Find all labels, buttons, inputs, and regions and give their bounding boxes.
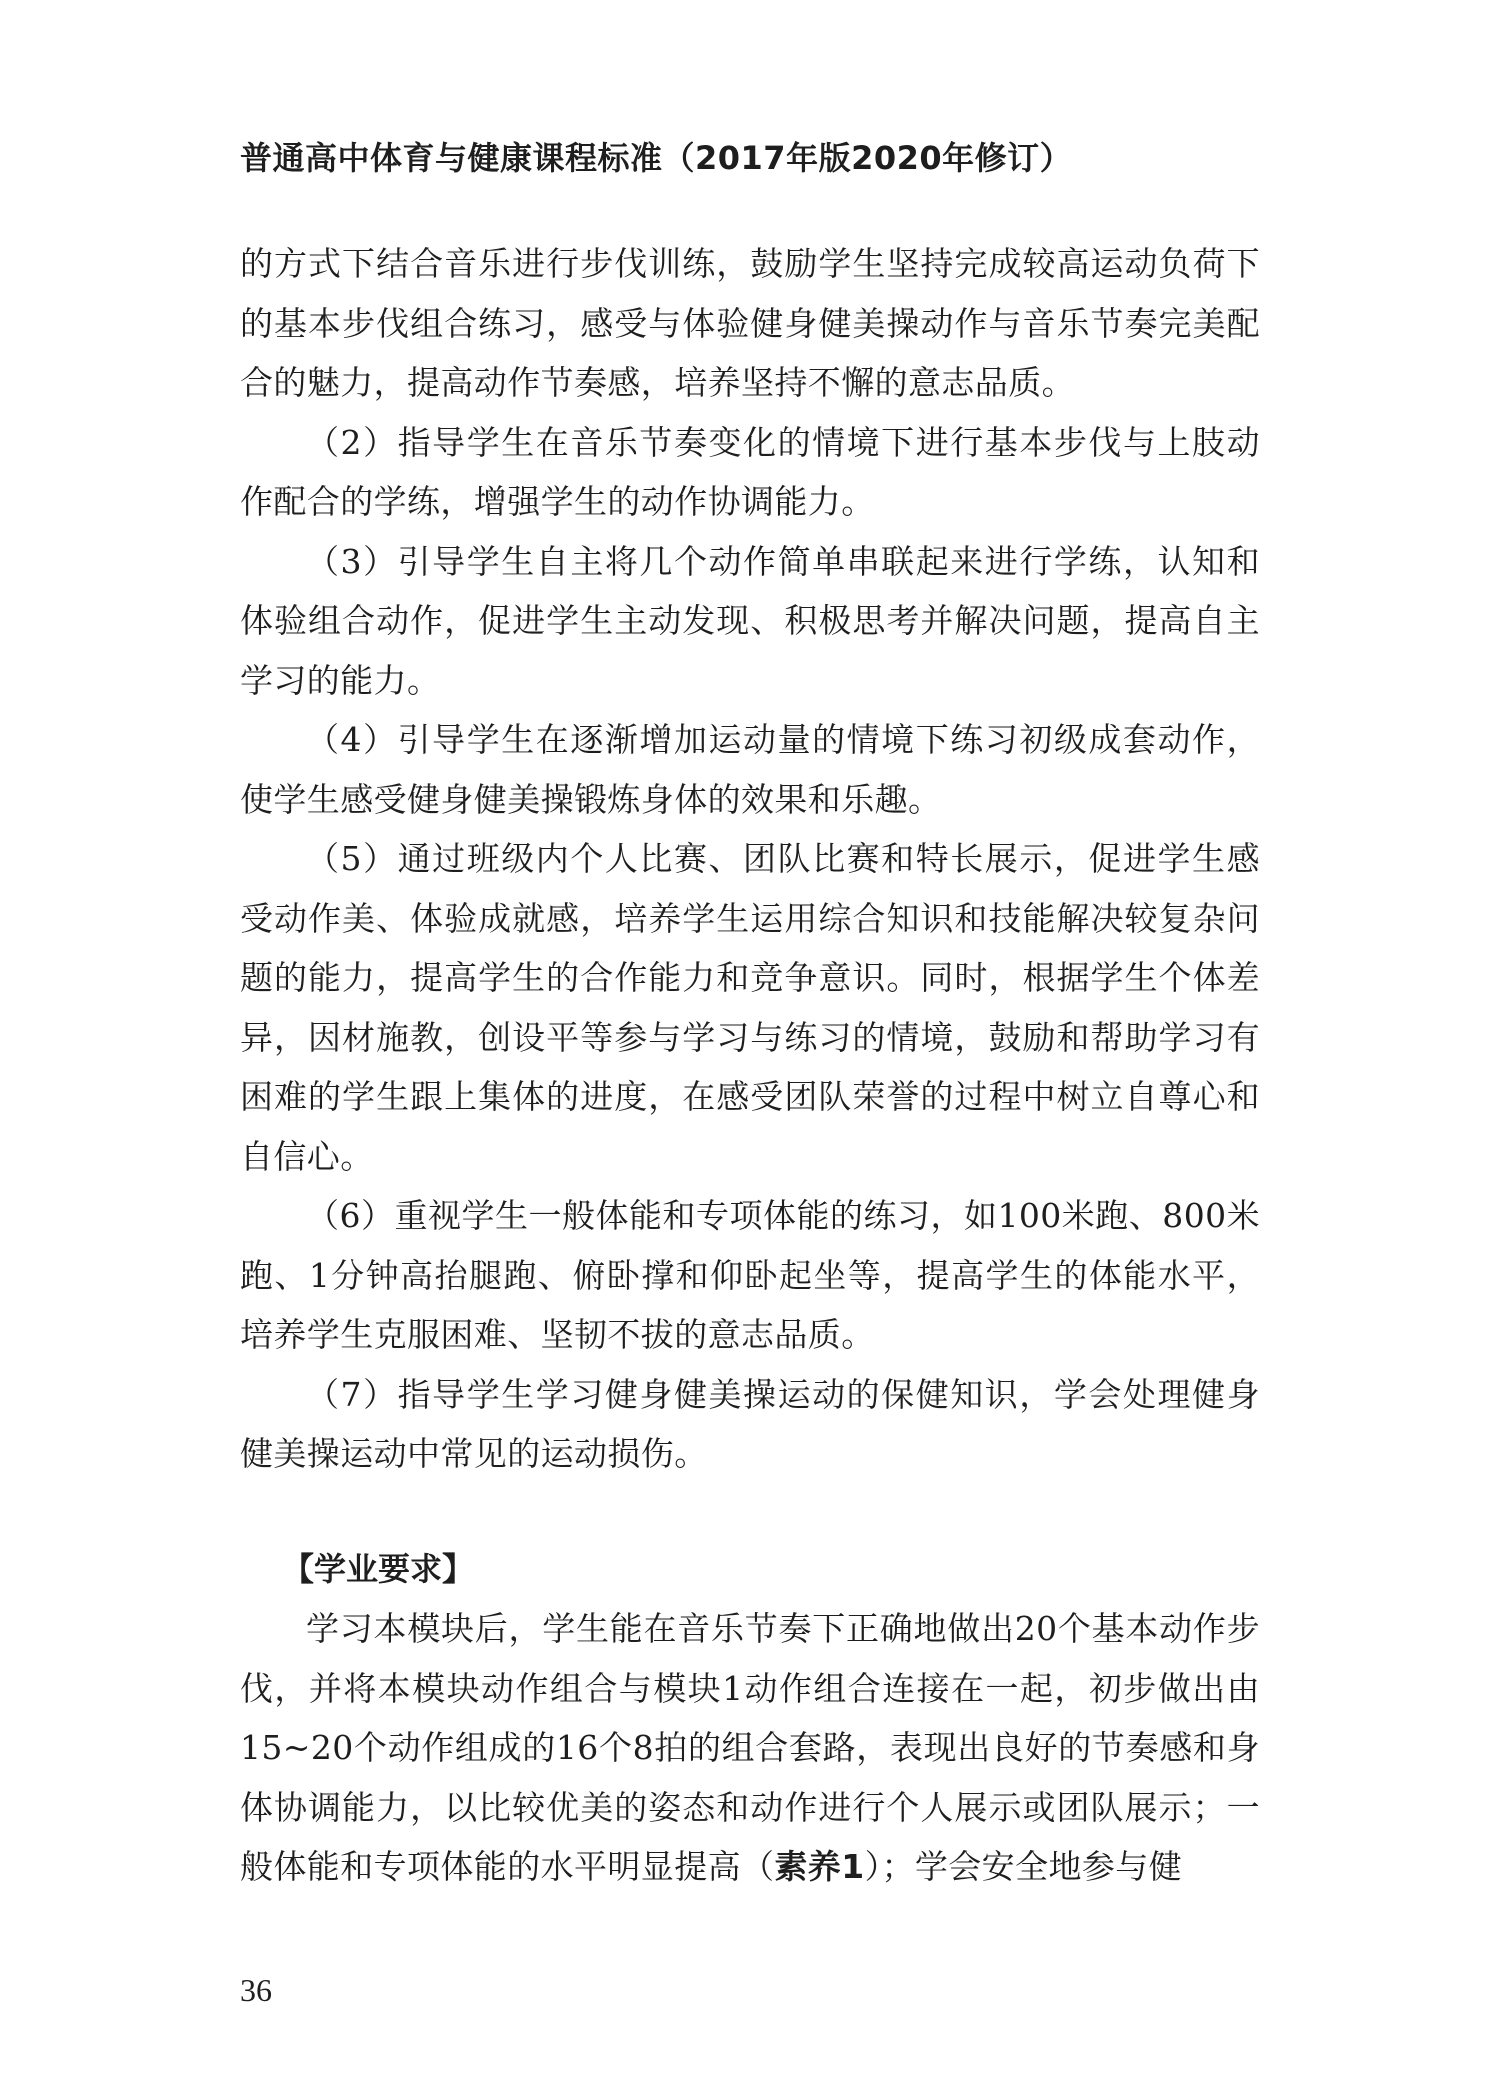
requirements-text-end: ）；学会安全地参与健 bbox=[864, 1847, 1183, 1886]
paragraph-continuation: 的方式下结合音乐进行步伐训练，鼓励学生坚持完成较高运动负荷下的基本步伐组合练习，感受与体验健身健美操动作与音乐节奏完美配合的魅力，提高动作节奏感，培养坚持不懈的意志品质。 bbox=[240, 244, 1260, 402]
paragraph-item-3: （3）引导学生自主将几个动作简单串联起来进行学练，认知和体验组合动作，促进学生主动发现、积极思考并解决问题，提高自主学习的能力。 bbox=[240, 541, 1260, 700]
body-text bbox=[240, 234, 1260, 1897]
running-header: 普通高中体育与健康课程标准（2017年版2020年修订） bbox=[240, 139, 1073, 177]
paragraph-academic-requirements bbox=[240, 1599, 1260, 1897]
section-spacer bbox=[240, 1484, 1260, 1540]
section-heading-academic-requirements: 【学业要求】 bbox=[282, 1549, 475, 1588]
literacy-emphasis: 素养1 bbox=[774, 1847, 865, 1886]
paragraph-item-7: （7）指导学生学习健身健美操运动的保健知识，学会处理健身健美操运动中常见的运动损伤。 bbox=[240, 1374, 1260, 1473]
paragraph-item-4: （4）引导学生在逐渐增加运动量的情境下练习初级成套动作，使学生感受健身健美操锻炼身体的效果和乐趣。 bbox=[240, 720, 1260, 819]
page-number: 36 bbox=[240, 1972, 272, 2008]
paragraph-item-2: （2）指导学生在音乐节奏变化的情境下进行基本步伐与上肢动作配合的学练，增强学生的动作协调能力。 bbox=[240, 422, 1260, 521]
paragraph-item-6: （6）重视学生一般体能和专项体能的练习，如100米跑、800米跑、1分钟高抬腿跑、俯卧撑和仰卧起坐等，提高学生的体能水平，培养学生克服困难、坚韧不拔的意志品质。 bbox=[240, 1196, 1260, 1354]
requirements-text-start: 学习本模块后，学生能在音乐节奏下正确地做出20个基本动作步伐，并将本模块动作组合与模块1动作组合连接在一起，初步做出由15~20个动作组成的16个8拍的组合套路，表现出良好的节奏感和身体协调能力，以比较优美的姿态和动作进行个人展示或团队展示；一般体能和专项体能的水平明显提高（ bbox=[240, 1609, 1260, 1886]
paragraph-item-5: （5）通过班级内个人比赛、团队比赛和特长展示，促进学生感受动作美、体验成就感，培养学生运用综合知识和技能解决较复杂问题的能力，提高学生的合作能力和竞争意识。同时，根据学生个体差异，因材施教，创设平等参与学习与练习的情境，鼓励和帮助学习有困难的学生跟上集体的进度，在感受团队荣誉的过程中树立自尊心和自信心。 bbox=[240, 839, 1260, 1176]
